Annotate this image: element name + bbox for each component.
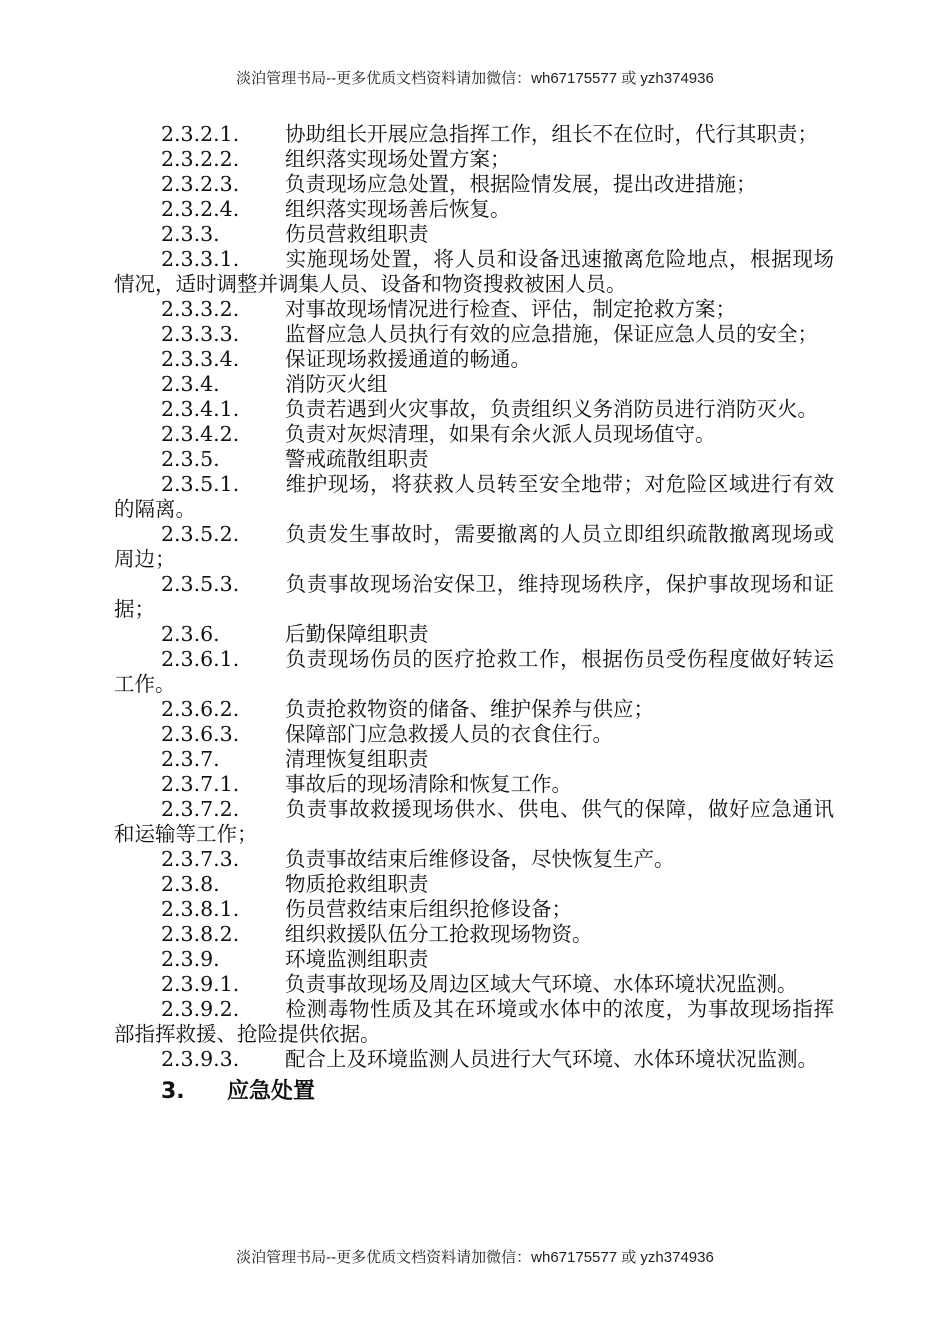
item-text: 保证现场救援通道的畅通。	[285, 347, 531, 371]
list-item	[114, 322, 834, 347]
list-item	[114, 972, 834, 997]
item-list	[114, 122, 834, 1072]
list-item	[114, 747, 834, 772]
item-number: 2.3.9.2.	[161, 997, 240, 1021]
item-number: 2.3.3.4.	[161, 347, 240, 371]
item-text: 消防灭火组	[285, 372, 388, 396]
section-title: 应急处置	[227, 1079, 316, 1104]
item-text: 负责抢救物资的储备、维护保养与供应；	[285, 697, 654, 721]
item-number: 2.3.9.	[161, 947, 220, 971]
list-item	[114, 1047, 834, 1072]
page-header: 淡泊管理书局--更多优质文档资料请加微信：wh67175577 或 yzh374936	[236, 70, 714, 87]
item-text: 环境监测组职责	[285, 947, 429, 971]
item-number: 2.3.3.2.	[161, 297, 240, 321]
list-item	[114, 647, 834, 697]
item-text: 负责事故现场治安保卫，维持现场秩序，保护事故现场和证据；	[114, 572, 834, 621]
item-number: 2.3.6.2.	[161, 697, 240, 721]
item-text: 负责发生事故时，需要撤离的人员立即组织疏散撤离现场或周边；	[114, 522, 834, 571]
item-number: 2.3.7.1.	[161, 772, 240, 796]
list-item	[114, 172, 834, 197]
list-item	[114, 122, 834, 147]
item-text: 实施现场处置，将人员和设备迅速撤离危险地点，根据现场情况，适时调整并调集人员、设备和物资搜救被困人员。	[114, 247, 834, 296]
item-number: 2.3.8.1.	[161, 897, 240, 921]
list-item	[114, 422, 834, 447]
item-text: 伤员营救组职责	[285, 222, 429, 246]
list-item	[114, 997, 834, 1047]
item-text: 负责对灰烬清理，如果有余火派人员现场值守。	[285, 422, 716, 446]
item-text: 保障部门应急救援人员的衣食住行。	[285, 722, 613, 746]
item-text: 组织落实现场善后恢复。	[285, 197, 511, 221]
list-item	[114, 572, 834, 622]
item-text: 协助组长开展应急指挥工作，组长不在位时，代行其职责；	[285, 122, 818, 146]
item-text: 负责若遇到火灾事故，负责组织义务消防员进行消防灭火。	[285, 397, 818, 421]
item-text: 负责事故现场及周边区域大气环境、水体环境状况监测。	[285, 972, 798, 996]
item-number: 2.3.3.3.	[161, 322, 240, 346]
item-number: 2.3.2.1.	[161, 122, 240, 146]
item-text: 警戒疏散组职责	[285, 447, 429, 471]
item-number: 2.3.4.1.	[161, 397, 240, 421]
item-number: 2.3.7.	[161, 747, 220, 771]
item-number: 2.3.7.2.	[161, 797, 240, 821]
item-number: 2.3.5.3.	[161, 572, 240, 596]
list-item	[114, 897, 834, 922]
section-heading	[114, 1078, 834, 1106]
item-number: 2.3.2.2.	[161, 147, 240, 171]
list-item	[114, 522, 834, 572]
item-number: 2.3.3.	[161, 222, 220, 246]
list-item	[114, 397, 834, 422]
item-text: 配合上及环境监测人员进行大气环境、水体环境状况监测。	[285, 1047, 818, 1071]
item-text: 后勤保障组职责	[285, 622, 429, 646]
document-body	[114, 122, 834, 1106]
item-number: 2.3.6.1.	[161, 647, 240, 671]
list-item	[114, 947, 834, 972]
item-number: 2.3.5.1.	[161, 472, 240, 496]
item-text: 监督应急人员执行有效的应急措施，保证应急人员的安全；	[285, 322, 818, 346]
list-item	[114, 197, 834, 222]
item-text: 伤员营救结束后组织抢修设备；	[285, 897, 572, 921]
item-number: 2.3.9.3.	[161, 1047, 240, 1071]
item-text: 负责事故救援现场供水、供电、供气的保障，做好应急通讯和运输等工作；	[114, 797, 834, 846]
item-number: 2.3.6.	[161, 622, 220, 646]
list-item	[114, 372, 834, 397]
item-text: 负责事故结束后维修设备，尽快恢复生产。	[285, 847, 675, 871]
list-item	[114, 147, 834, 172]
item-number: 2.3.5.	[161, 447, 220, 471]
list-item	[114, 922, 834, 947]
item-text: 组织落实现场处置方案；	[285, 147, 511, 171]
item-number: 2.3.4.	[161, 372, 220, 396]
list-item	[114, 697, 834, 722]
list-item	[114, 872, 834, 897]
item-number: 2.3.3.1.	[161, 247, 240, 271]
item-text: 负责现场应急处置，根据险情发展，提出改进措施；	[285, 172, 757, 196]
item-number: 2.3.8.	[161, 872, 220, 896]
list-item	[114, 772, 834, 797]
item-text: 检测毒物性质及其在环境或水体中的浓度，为事故现场指挥部指挥救援、抢险提供依据。	[114, 997, 834, 1046]
item-text: 清理恢复组职责	[285, 747, 429, 771]
section-number: 3.	[161, 1079, 185, 1104]
item-text: 对事故现场情况进行检查、评估，制定抢救方案；	[285, 297, 736, 321]
item-number: 2.3.6.3.	[161, 722, 240, 746]
list-item	[114, 297, 834, 322]
list-item	[114, 222, 834, 247]
page-footer: 淡泊管理书局--更多优质文档资料请加微信：wh67175577 或 yzh374936	[236, 1249, 714, 1266]
item-number: 2.3.9.1.	[161, 972, 240, 996]
item-text: 事故后的现场清除和恢复工作。	[285, 772, 572, 796]
list-item	[114, 472, 834, 522]
item-text: 维护现场，将获救人员转至安全地带；对危险区域进行有效的隔离。	[114, 472, 834, 521]
item-number: 2.3.4.2.	[161, 422, 240, 446]
list-item	[114, 797, 834, 847]
item-text: 物质抢救组职责	[285, 872, 429, 896]
item-number: 2.3.5.2.	[161, 522, 240, 546]
item-number: 2.3.2.4.	[161, 197, 240, 221]
list-item	[114, 447, 834, 472]
list-item	[114, 347, 834, 372]
list-item	[114, 247, 834, 297]
item-number: 2.3.2.3.	[161, 172, 240, 196]
list-item	[114, 847, 834, 872]
list-item	[114, 622, 834, 647]
item-text: 组织救援队伍分工抢救现场物资。	[285, 922, 593, 946]
list-item	[114, 722, 834, 747]
item-text: 负责现场伤员的医疗抢救工作，根据伤员受伤程度做好转运工作。	[114, 647, 834, 696]
item-number: 2.3.8.2.	[161, 922, 240, 946]
item-number: 2.3.7.3.	[161, 847, 240, 871]
